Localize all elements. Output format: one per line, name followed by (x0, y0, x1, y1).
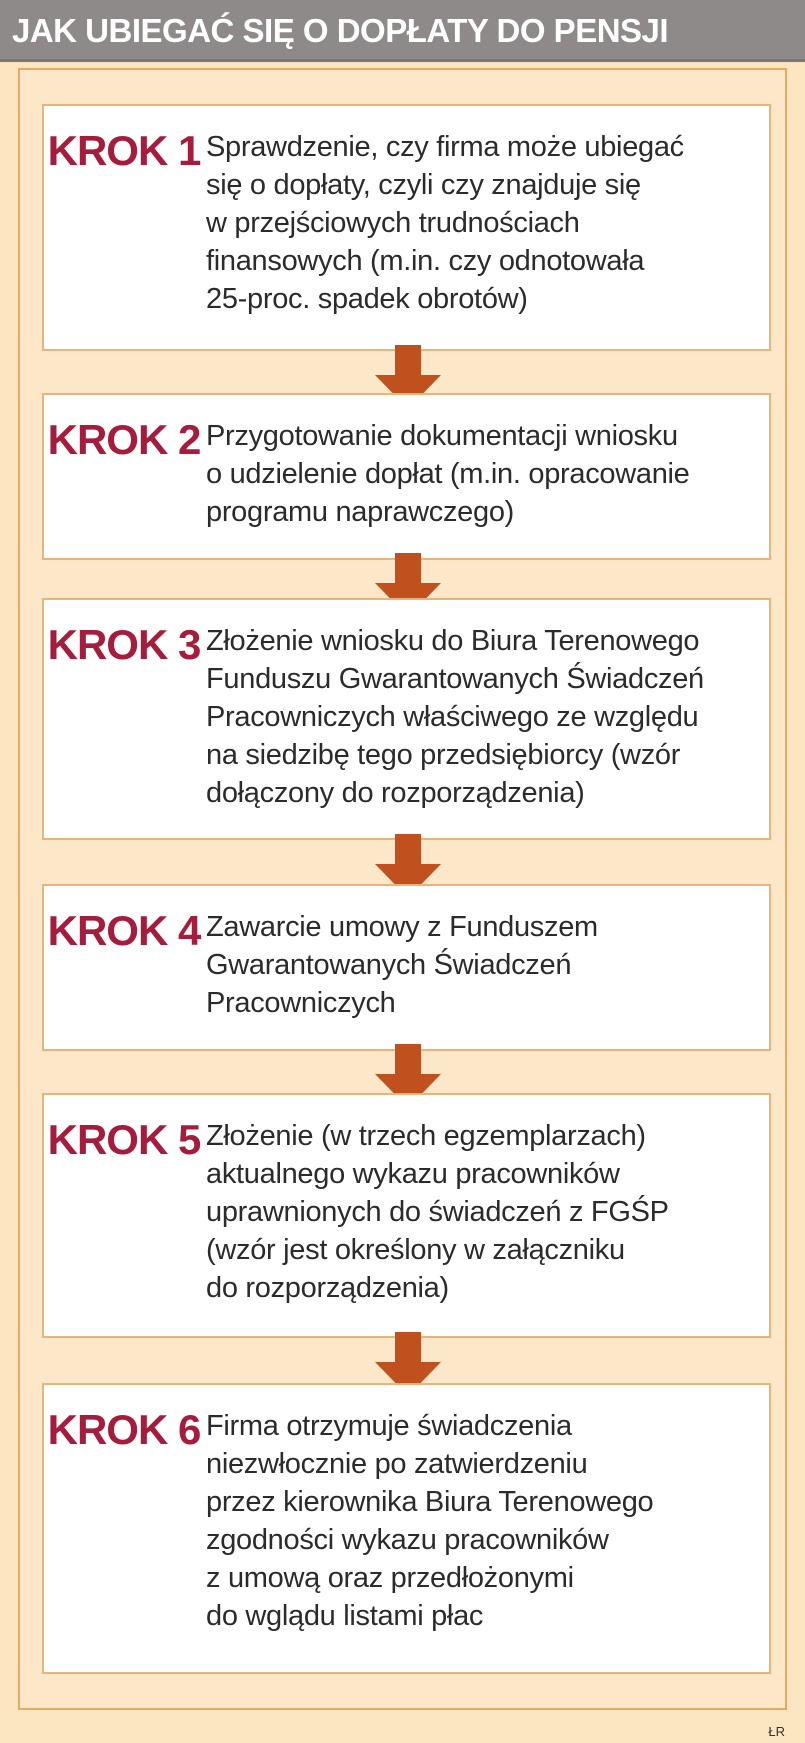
step-text: Firma otrzymuje świadczenia niezwłocznie po zatwierdzeniu przez kierownika Biura Terenowego zgodności wykazu pracowników z umową oraz przedłożonymi do wglądu listami płac (206, 1410, 654, 1632)
step-text: Zawarcie umowy z Funduszem Gwarantowanych Świadczeń Pracowniczych (206, 911, 598, 1019)
step-label: KROK 5 (47, 1116, 201, 1163)
step-label: KROK 4 (47, 907, 201, 954)
step-box-1 (42, 104, 771, 351)
step-text: Sprawdzenie, czy firma może ubiegać się o dopłaty, czyli czy znajduje się w przejściowych trudnościach finansowych (m.in. czy odnotowała 25-proc. spadek obrotów) (206, 131, 684, 315)
step-box-5 (42, 1093, 771, 1338)
step-box-3 (42, 598, 771, 840)
step-box-4 (42, 884, 771, 1051)
step-text: Złożenie (w trzech egzemplarzach) aktualnego wykazu pracowników uprawnionych do świadczeń z FGŚP (wzór jest określony w załączniku do rozporządzenia) (206, 1120, 669, 1304)
step-label: KROK 6 (47, 1406, 201, 1453)
step-text: Przygotowanie dokumentacji wniosku o udzielenie dopłat (m.in. opracowanie programu naprawczego) (206, 420, 690, 528)
step-text: Złożenie wniosku do Biura Terenowego Funduszu Gwarantowanych Świadczeń Pracowniczych właściwego ze względu na siedzibę tego przedsiębiorcy (wzór dołączony do rozporządzenia) (206, 625, 704, 809)
step-box-2 (42, 393, 771, 560)
author-credit: ŁR (768, 1724, 785, 1739)
step-label: KROK 2 (47, 416, 201, 463)
step-box-6 (42, 1383, 771, 1674)
step-label: KROK 1 (47, 127, 201, 174)
page-title: JAK UBIEGAĆ SIĘ O DOPŁATY DO PENSJI (12, 12, 669, 49)
step-label: KROK 3 (47, 621, 201, 668)
header-bar (0, 0, 805, 62)
